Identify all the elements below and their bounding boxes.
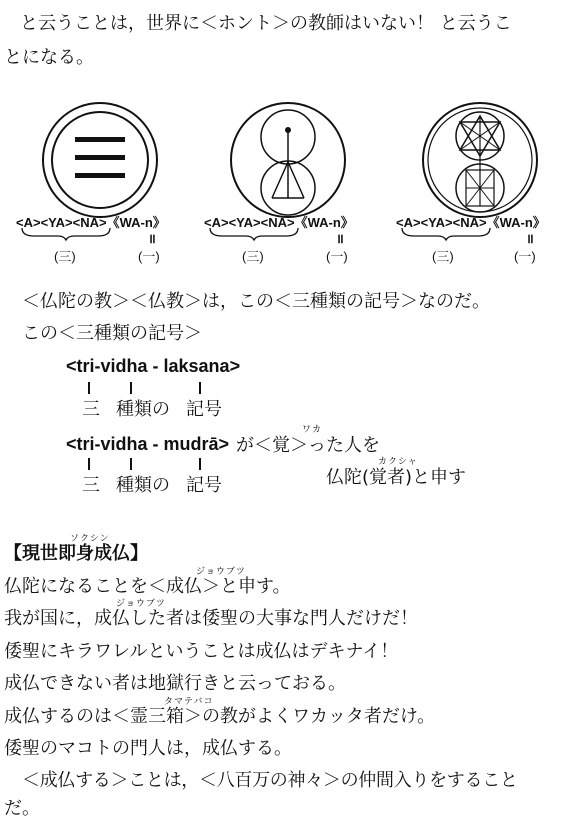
star-of-david-circle-icon [420, 100, 540, 220]
equals-mark [130, 458, 133, 470]
gloss-three: 三 [82, 475, 100, 496]
ruby-kakusha: カクシャ [378, 457, 418, 467]
gloss-three: 三 [82, 399, 100, 420]
figure-braces [0, 226, 581, 242]
body-line-7: ＜成仏する＞ことは，＜八百万の神々＞の仲間入りをすること [22, 770, 518, 791]
body-line-2: 我が国に，成仏した者は倭聖の大事な門人だけだ！ [4, 608, 418, 629]
section-heading: 【現世即身成仏】 [4, 543, 148, 564]
figure-2-one: (一) [326, 249, 348, 264]
figure-3-equals: ॥ [526, 231, 534, 246]
body-line-8: だ。 [4, 798, 40, 819]
figure-3-one: (一) [514, 249, 536, 264]
figure-2-equals: ॥ [336, 231, 344, 246]
ruby-tamatebako: タマテバコ [164, 697, 214, 707]
ruby-joubutsu: ジョウブツ [196, 567, 246, 577]
equals-mark [88, 382, 91, 394]
body-line-6: 倭聖のマコトの門人は，成仏する。 [4, 738, 292, 759]
sanskrit-term-2: <tri-vidha - mudrā> [66, 434, 230, 454]
body-line-5: 成仏するのは＜霊三箱＞の教がよくワカッタ者だけ。 [4, 706, 436, 727]
ruby-joubutsu: ジョウブツ [116, 599, 166, 609]
body-line-4: 成仏できない者は地獄行きと云っておる。 [4, 673, 346, 694]
stick-figure-circle-icon [228, 100, 348, 220]
figure-3-three: (三) [432, 249, 454, 264]
equals-mark [199, 382, 202, 394]
intro-line-1: と云うことは，世界に＜ホント＞の教師はいない！ と云うこ [20, 13, 512, 34]
intro-line-2: とになる。 [4, 47, 94, 68]
gloss-kinds: 種類の [116, 399, 170, 420]
gloss-sign: 記号 [186, 399, 222, 420]
equals-mark [199, 458, 202, 470]
figure-3-sequence: <A><YA><NA>《WA-n》 [396, 215, 546, 230]
gloss-sign: 記号 [186, 475, 222, 496]
sanskrit-term-1: <tri-vidha - laksana> [66, 356, 241, 376]
figure-1-three: (三) [54, 249, 76, 264]
equals-mark [130, 382, 133, 394]
sanskrit-term-2-tail: が＜覚＞った人を [236, 435, 380, 456]
figure-1-sequence: <A><YA><NA>《WA-n》 [16, 215, 166, 230]
buddha-awakened-line: 仏陀(覚者)と申す [326, 467, 467, 488]
equals-mark [88, 458, 91, 470]
figure-2-three: (三) [242, 249, 264, 264]
figure-1-one: (一) [138, 249, 160, 264]
gloss-kinds: 種類の [116, 475, 170, 496]
heading-ruby: ソクシン [70, 534, 110, 544]
body-line-1: 仏陀になることを＜成仏＞と申す。 [4, 576, 291, 597]
figure-2-sequence: <A><YA><NA>《WA-n》 [204, 215, 354, 230]
buddha-teaching-line: ＜仏陀の教＞＜仏教＞は，この＜三種類の記号＞なのだ。 [22, 291, 490, 312]
three-kinds-line: この＜三種類の記号＞ [22, 323, 202, 344]
ruby-satori: ワカ [302, 425, 323, 435]
trigram-icon [40, 100, 160, 220]
body-line-3: 倭聖にキラワレルということは成仏はデキナイ！ [4, 641, 399, 662]
figure-1-equals: ॥ [148, 231, 156, 246]
